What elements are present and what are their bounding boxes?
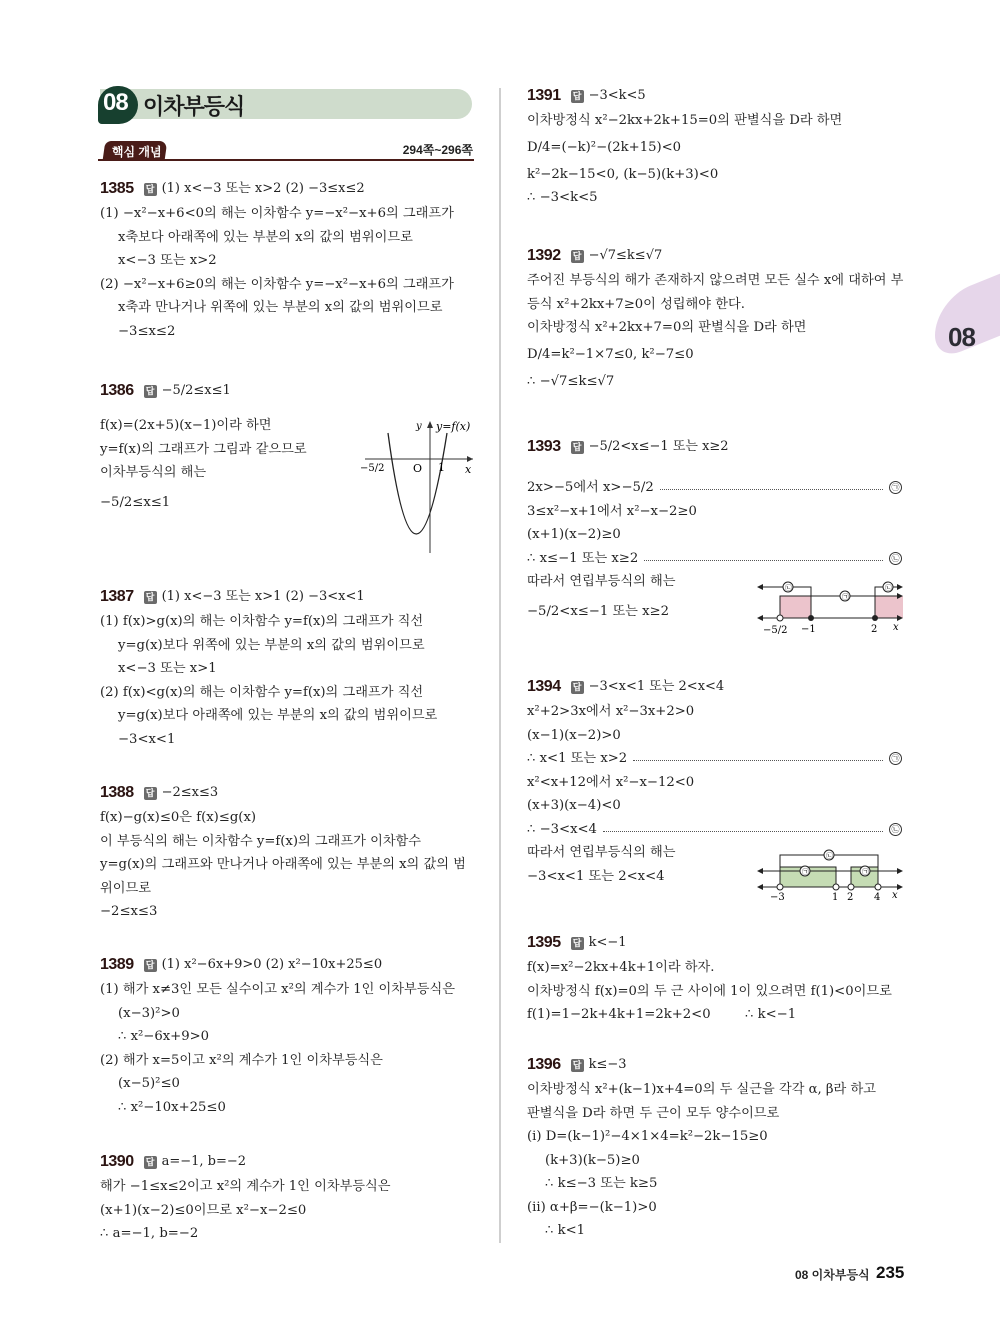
number-line-1394 — [755, 845, 905, 905]
solution-line-text: ∴ x≤−1 또는 x≥2 — [527, 550, 639, 566]
solution-line: f(x)=(2x+5)(x−1)이라 하면 — [100, 418, 272, 433]
problem-number: 1387 — [100, 588, 134, 606]
problem-header — [100, 780, 480, 806]
footer-chapter-label: 08 이차부등식 — [795, 1268, 870, 1282]
problem-header — [100, 378, 480, 404]
solution-line: 판별식을 D라 하면 두 근이 모두 양수이므로 — [527, 1105, 780, 1121]
solution-line: (x+3)(x−4)<0 — [527, 798, 621, 813]
problem-number: 1391 — [527, 87, 561, 105]
solution-line — [527, 747, 902, 771]
solution-line: −3≤x≤2 — [118, 323, 176, 339]
problem-number: 1388 — [100, 784, 134, 802]
solution-line: (2) −x²−x+6≥0의 해는 이차함수 y=−x²−x+6의 그래프가 — [100, 276, 454, 292]
solution-line: (x+1)(x−2)≤0이므로 x²−x−2≤0 — [100, 1202, 307, 1218]
solution-line: ∴ −3<k<5 — [527, 190, 598, 205]
solution-line: 이차부등식의 해는 — [100, 465, 207, 480]
answer-icon: 답 — [144, 385, 157, 398]
answer-icon: 답 — [571, 681, 584, 694]
solution-line: y=g(x)보다 아래쪽에 있는 부분의 x의 값의 범위이므로 — [118, 708, 438, 723]
problem-header — [100, 176, 480, 202]
answer-icon: 답 — [571, 250, 584, 263]
page-number: 235 — [876, 1263, 905, 1282]
tick-label: −3 — [770, 892, 785, 903]
problem-header — [527, 674, 902, 700]
answer-icon: 답 — [144, 787, 157, 800]
solution-line: f(x)−g(x)≤0은 f(x)≤g(x) — [100, 810, 257, 825]
root-right-label: 1 — [438, 461, 445, 474]
solution-line: x<−3 또는 x>1 — [118, 661, 217, 676]
answer-icon: 답 — [571, 1059, 584, 1072]
problem-header — [100, 1149, 480, 1175]
solution-line: (x−3)²>0 — [118, 1005, 180, 1021]
answer-text: k≤−3 — [588, 1057, 627, 1073]
problem-header — [527, 83, 902, 109]
solution-line: (k+3)(k−5)≥0 — [545, 1152, 640, 1168]
tick-label: 4 — [874, 892, 881, 903]
answer-text: (1) x<−3 또는 x>2 (2) −3≤x≤2 — [161, 181, 365, 197]
solution-line — [527, 547, 902, 571]
solution-line: ∴ x²−6x+9>0 — [118, 1029, 210, 1044]
answer-text: (1) x²−6x+9>0 (2) x²−10x+25≤0 — [161, 957, 383, 973]
page-range: 294쪽~296쪽 — [402, 143, 473, 157]
solution-line: −2≤x≤3 — [100, 904, 158, 919]
solution-line: x축보다 아래쪽에 있는 부분의 x의 값의 범위이므로 — [118, 229, 413, 245]
answer-icon: 답 — [571, 441, 584, 454]
solution-line-text: f(1)=1−2k+4k+1=2k+2<0 — [527, 1007, 711, 1022]
solution-line: (x−1)(x−2)>0 — [527, 727, 621, 743]
problem-header — [527, 930, 902, 956]
answer-icon: 답 — [144, 1156, 157, 1169]
marker-label: ㉡ — [785, 584, 792, 592]
problem-number: 1392 — [527, 247, 561, 265]
solution-line: ∴ k<1 — [545, 1223, 586, 1238]
solution-line: (2) f(x)<g(x)의 해는 이차함수 y=f(x)의 그래프가 직선 — [100, 684, 424, 700]
dotted-leader — [660, 489, 883, 490]
answer-text: −3<k<5 — [588, 88, 646, 104]
number-line-1393 — [755, 578, 905, 648]
axis-label: x — [892, 890, 898, 901]
section-tab — [103, 141, 168, 160]
answer-icon: 답 — [571, 937, 584, 950]
root-left-label: −5/2 — [360, 463, 385, 474]
problem-header — [100, 952, 480, 978]
chapter-number: 08 — [103, 89, 128, 116]
dotted-leader — [603, 831, 883, 832]
marker-circle-1: ㉠ — [889, 481, 902, 494]
solution-line-text: ∴ k<−1 — [745, 1007, 797, 1022]
solution-line: 등식 x²+2kx+7≥0이 성립해야 한다. — [527, 296, 745, 312]
parabola-graph — [355, 415, 485, 555]
solution-line: 3≤x²−x+1에서 x²−x−2≥0 — [527, 503, 697, 519]
solution-line: k²−2k−15<0, (k−5)(k+3)<0 — [527, 166, 719, 182]
answer-icon: 답 — [144, 959, 157, 972]
solution-line: y=g(x)의 그래프와 만나거나 아래쪽에 있는 부분의 x의 값의 범 — [100, 857, 466, 872]
solution-line: 해가 −1≤x≤2이고 x²의 계수가 1인 이차부등식은 — [100, 1179, 391, 1194]
solution-line-text: ∴ x<1 또는 x>2 — [527, 751, 628, 766]
solution-line: 이차방정식 x²+2kx+7=0의 판별식을 D라 하면 — [527, 320, 807, 335]
answer-text: −3<x<1 또는 2<x<4 — [588, 679, 725, 695]
tick-label: −5/2 — [763, 625, 788, 636]
tick-label: −1 — [801, 624, 816, 635]
marker-label: ㉠ — [802, 868, 809, 876]
problem-1390 — [100, 1149, 480, 1246]
answer-text: k<−1 — [588, 935, 627, 951]
solution-line: ∴ x²−10x+25≤0 — [118, 1099, 226, 1115]
problem-number: 1386 — [100, 382, 134, 400]
solution-line: (1) 해가 x≠3인 모든 실수이고 x²의 계수가 1인 이차부등식은 — [100, 982, 455, 997]
problem-1392 — [527, 243, 902, 393]
problem-number: 1396 — [527, 1056, 561, 1074]
answer-icon: 답 — [144, 183, 157, 196]
solution-line: 이차방정식 x²−2kx+2k+15=0의 판별식을 D라 하면 — [527, 113, 843, 128]
answer-text: −√7≤k≤√7 — [588, 248, 663, 264]
dotted-leader — [633, 760, 883, 761]
answer-text: −2≤x≤3 — [161, 785, 219, 801]
tick-label: 2 — [847, 892, 854, 903]
solution-line: 주어진 부등식의 해가 존재하지 않으려면 모든 실수 x에 대하여 부 — [527, 273, 904, 288]
solution-line: (x+1)(x−2)≥0 — [527, 527, 621, 542]
solution-line: 이차방정식 x²+(k−1)x+4=0의 두 실근을 각각 α, β라 하고 — [527, 1082, 876, 1097]
solution-line: x²<x+12에서 x²−x−12<0 — [527, 774, 695, 790]
solution-line: ∴ a=−1, b=−2 — [100, 1226, 199, 1241]
column-divider — [499, 88, 501, 1243]
marker-label: ㉡ — [826, 852, 833, 860]
solution-line: (x−5)²≤0 — [118, 1076, 180, 1091]
problem-header — [100, 584, 480, 610]
solution-line: x²+2>3x에서 x²−3x+2>0 — [527, 704, 695, 719]
solution-line: (1) f(x)>g(x)의 해는 이차함수 y=f(x)의 그래프가 직선 — [100, 614, 424, 629]
side-tab-label: 08 — [948, 322, 975, 352]
marker-circle-1: ㉠ — [889, 752, 902, 765]
answer-text: (1) x<−3 또는 x>1 (2) −3<x<1 — [161, 589, 365, 605]
solution-line — [527, 818, 902, 842]
marker-circle-2: ㉡ — [889, 823, 902, 836]
solution-line: D/4=k²−1×7≤0, k²−7≤0 — [527, 346, 694, 362]
problem-number: 1390 — [100, 1153, 134, 1171]
problem-1389 — [100, 952, 480, 1119]
section-tab-label: 핵심 개념 — [111, 145, 162, 159]
solution-line — [527, 1003, 902, 1027]
problem-number: 1394 — [527, 678, 561, 696]
solution-line: x<−3 또는 x>2 — [118, 253, 217, 268]
solution-line: 위이므로 — [100, 880, 151, 896]
x-axis-label: x — [465, 463, 472, 476]
solution-line: f(x)=x²−2kx+4k+1이라 하자. — [527, 960, 715, 975]
problem-header — [527, 1052, 902, 1078]
problem-header — [527, 243, 902, 269]
problem-number: 1385 — [100, 180, 134, 198]
y-axis-label: y — [416, 421, 422, 432]
solution-line: 이 부등식의 해는 이차함수 y=f(x)의 그래프가 이차함수 — [100, 833, 422, 849]
problem-1387 — [100, 584, 480, 751]
solution-line: x축과 만나거나 위쪽에 있는 부분의 x의 값의 범위이므로 — [118, 300, 443, 315]
problem-1385 — [100, 176, 480, 343]
axis-label: x — [893, 622, 899, 633]
solution-line: −5/2<x≤−1 또는 x≥2 — [527, 603, 669, 619]
problem-1391 — [527, 83, 902, 210]
solution-line: y=f(x)의 그래프가 그림과 같으므로 — [100, 441, 307, 457]
answer-text: −5/2≤x≤1 — [161, 383, 231, 399]
solution-line: ∴ −√7≤k≤√7 — [527, 373, 615, 389]
solution-line: −5/2≤x≤1 — [100, 494, 171, 510]
problem-header — [527, 434, 902, 460]
answer-text: a=−1, b=−2 — [161, 1154, 247, 1170]
problem-number: 1389 — [100, 956, 134, 974]
solution-line: (1) −x²−x+6<0의 해는 이차함수 y=−x²−x+6의 그래프가 — [100, 206, 454, 221]
marker-label: ㉠ — [862, 868, 869, 876]
curve-label: y=f(x) — [436, 420, 471, 433]
tick-label: 1 — [832, 892, 839, 903]
problem-1395 — [527, 930, 902, 1027]
section-divider — [98, 159, 474, 161]
tick-label: 2 — [871, 624, 878, 635]
solution-line: y=g(x)보다 위쪽에 있는 부분의 x의 값의 범위이므로 — [118, 637, 425, 653]
origin-label: O — [413, 462, 423, 475]
solution-line: ∴ k≤−3 또는 k≥5 — [545, 1176, 658, 1191]
solution-line: 이차방정식 f(x)=0의 두 근 사이에 1이 있으려면 f(1)<0이므로 — [527, 983, 892, 999]
answer-icon: 답 — [144, 591, 157, 604]
solution-line-text: 2x>−5에서 x>−5/2 — [527, 480, 654, 495]
solution-line: 따라서 연립부등식의 해는 — [527, 574, 676, 589]
dotted-leader — [644, 560, 883, 561]
problem-1396 — [527, 1052, 902, 1243]
answer-icon: 답 — [571, 90, 584, 103]
solution-line-text: ∴ −3<x<4 — [527, 821, 597, 837]
solution-line: −3<x<1 — [118, 731, 176, 747]
problem-number: 1393 — [527, 438, 561, 456]
marker-label: ㉡ — [885, 584, 892, 592]
solution-line: (i) D=(k−1)²−4×1×4=k²−2k−15≥0 — [527, 1129, 768, 1144]
solution-line: D/4=(−k)²−(2k+15)<0 — [527, 139, 682, 155]
marker-label: ㉠ — [842, 593, 849, 601]
problem-1388 — [100, 780, 480, 924]
answer-text: −5/2<x≤−1 또는 x≥2 — [588, 439, 729, 455]
solution-line: 따라서 연립부등식의 해는 — [527, 845, 676, 860]
solution-line: (ii) α+β=−(k−1)>0 — [527, 1199, 657, 1215]
chapter-title: 이차부등식 — [143, 94, 245, 119]
solution-line — [527, 476, 902, 500]
marker-circle-2: ㉡ — [889, 552, 902, 565]
solution-line: −3<x<1 또는 2<x<4 — [527, 868, 665, 884]
solution-line: (2) 해가 x=5이고 x²의 계수가 1인 이차부등식은 — [100, 1052, 383, 1068]
problem-number: 1395 — [527, 934, 561, 952]
